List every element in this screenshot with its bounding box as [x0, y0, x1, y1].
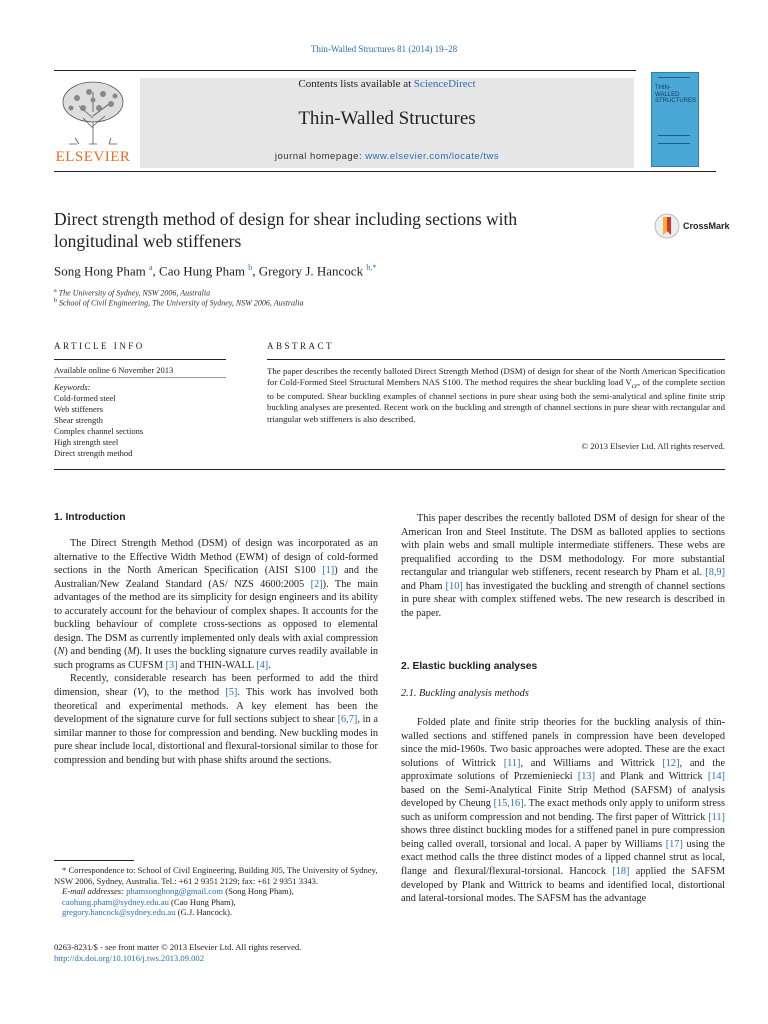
abstract-text-part: The paper describes the recently balloted Direct Strength Method (DSM) of design for shear of the North American Specification for Cold-Formed Steel Structural Members NAS S100. The method requires the shear buckling load V	[267, 366, 725, 388]
cover-title: THIN-WALLED STRUCTURES	[655, 85, 697, 104]
keyword: Cold-formed steel	[54, 393, 116, 403]
issn-block	[54, 942, 301, 964]
affiliation-text: The University of Sydney, NSW 2006, Australia	[58, 288, 211, 298]
sciencedirect-link[interactable]: ScienceDirect	[413, 78, 476, 90]
section-heading: 2. Elastic buckling analyses	[401, 661, 538, 672]
body-column-left	[54, 537, 378, 767]
crossmark-label: CrossMark	[683, 221, 730, 231]
correspondence-text: * Correspondence to: School of Civil Engineering, Building J05, The University of Sydney, NSW 2006, Sydney, Australia. Tel.: +61 2 9351 2129; fax: +61 2 9351 3343.	[54, 865, 378, 886]
cover-bar	[658, 143, 690, 144]
citation-reference-link[interactable]: [4]	[256, 659, 269, 671]
article-info-heading: ARTICLE INFO	[54, 341, 145, 351]
article-info-rule	[54, 359, 226, 360]
citation-reference-link[interactable]: [11]	[503, 757, 521, 769]
contents-line	[140, 78, 634, 90]
journal-title: Thin-Walled Structures	[298, 108, 476, 129]
citation-reference-link[interactable]: [11]	[708, 811, 725, 823]
italic-symbol: V	[136, 687, 144, 699]
citation-reference-link[interactable]: [3]	[165, 659, 178, 671]
correspondence-footnote	[54, 865, 378, 918]
contents-prefix: Contents lists available at	[298, 78, 414, 90]
email-label: E-mail addresses:	[62, 886, 127, 897]
paragraph: Folded plate and finite strip theories for the buckling analysis of thin-walled sections and stiffened panels in compression have been developed since the mid-1960s. Two basic approaches were adopted. These are the exact solutions of Wittrick [11], and Williams and Wittrick [12], and the approximate solutions of Przemieniecki [13] and Plank and Wittrick [14] based on the Semi-Analytical Finite Strip Method (SAFSM) of analysis developed by Cheung [15,16]. The exact methods only apply to uniform stress such as uniform compression and not bending. The first paper of Wittrick [11] shows three distinct buckling modes for a stiffened panel in pure compression being called overall, torsional and local. A paper by Williams [17] using the exact method calls the three distinct modes of a lipped channel strut as local, flange and flexural/flexural-torsional. Hancock [18] applied the SAFSM developed by Plank and Wittrick to beams and identified local, distortional and lateral-torsional modes. The SAFSM has the advantage	[401, 717, 726, 905]
footnote-rule	[54, 860, 134, 861]
citation-reference-link[interactable]: [15,16]	[493, 798, 524, 810]
author-name: Cao Hung Pham	[159, 263, 245, 279]
italic-symbol: M	[127, 646, 137, 658]
citation-reference-link[interactable]: [10]	[445, 580, 463, 592]
homepage-prefix: journal homepage:	[274, 151, 366, 162]
keywords-block	[54, 382, 143, 459]
citation-reference-link[interactable]: [5]	[225, 687, 238, 699]
header-rule-top	[54, 70, 636, 71]
citation-reference-link[interactable]: [6,7]	[337, 714, 358, 726]
email-owner: (G.J. Hancock).	[175, 907, 233, 918]
affiliation	[54, 288, 210, 298]
body-column-right-top	[401, 512, 725, 620]
email-link[interactable]: gregory.hancock@sydney.edu.au	[62, 907, 176, 918]
header-rule-bottom	[54, 171, 716, 172]
article-title: Direct strength method of design for shear including sections with longitudinal web stiffeners	[54, 209, 518, 251]
abstract-text-part: , of the complete section to be computed. Shear buckling examples of channel sections in pure shear using both the semi-analytical and spline finite strip buckling analyses are presented. Recent work on the buckling and strength of channel sections in pure shear with rectangular and triangular web stiffeners is also described.	[267, 377, 725, 424]
abstract-text	[267, 366, 725, 425]
citation-reference-link[interactable]: [17]	[665, 838, 683, 850]
cover-bar	[658, 77, 690, 78]
homepage-link[interactable]: www.elsevier.com/locate/tws	[365, 151, 500, 162]
citation-reference-link[interactable]: [12]	[662, 757, 680, 769]
author-affiliation-link[interactable]: b,*	[366, 263, 377, 272]
citation-reference-link[interactable]: [2]	[310, 578, 323, 590]
affiliation-marker: a	[54, 288, 57, 294]
citation-reference-link[interactable]: [1]	[322, 565, 335, 577]
citation-reference-link[interactable]: [14]	[707, 771, 725, 783]
crossmark-icon	[654, 212, 680, 240]
italic-symbol: N	[57, 646, 65, 658]
affiliation-text: School of Civil Engineering, The University of Sydney, NSW 2006, Australia	[59, 298, 304, 308]
journal-citation[interactable]: Thin-Walled Structures 81 (2014) 19–28	[310, 44, 458, 54]
author-affiliation-link[interactable]: b	[248, 263, 253, 272]
paragraph: The Direct Strength Method (DSM) of design was incorporated as an alternative to the Effective Width Method (EWM) of design of cold-formed sections in the North American Specification (AISI S100 [1]) and the Australian/New Zealand Standard (AS/ NZS 4600:2005 [2]). The main advantages of the method are its simplicity for design engineers and its ability to accurately account for the behaviour of complex shapes. It accounts for the buckling behaviour of complete cross-sections as opposed to elemental design. The DSM as currently implemented only deals with axial compression (N) and bending (M). It uses the buckling signature curves readily available in such programs as CUFSM [3] and THIN-WALL [4].	[54, 538, 378, 671]
email-owner: (Cao Hung Pham),	[168, 896, 236, 907]
author-name: Song Hong Pham	[54, 263, 146, 279]
abstract-heading: ABSTRACT	[267, 341, 335, 351]
email-link[interactable]: caohung.pham@sydney.edu.au	[62, 896, 169, 907]
keyword: Complex channel sections	[54, 426, 144, 436]
paragraph: Recently, considerable research has been performed to add the third dimension, shear (V), to the method [5]. This work has involved both theoretical and experimental methods. A key element has been the development of the signature curve for full sections subject to shear [6,7], in a similar manner to those for compression and bending. New buckling modes in pure shear include local, distortional and flexural-torsional similar to those for compression and bending but with phase shifts around the sections.	[54, 673, 378, 766]
doi-link[interactable]: http://dx.doi.org/10.1016/j.tws.2013.09.002	[54, 953, 205, 963]
keyword: Shear strength	[54, 415, 103, 425]
section-divider	[54, 469, 725, 470]
keyword: Direct strength method	[54, 448, 133, 458]
author-name: Gregory J. Hancock	[258, 263, 364, 279]
elsevier-logo-text: ELSEVIER	[55, 149, 131, 165]
elsevier-tree-icon	[55, 78, 131, 150]
affiliation-marker: b	[54, 298, 57, 304]
journal-cover-thumbnail[interactable]	[651, 72, 699, 167]
keywords-label: Keywords:	[54, 382, 91, 392]
author-list	[54, 263, 376, 279]
crossmark-badge[interactable]	[654, 212, 729, 240]
issn-line: 0263-8231/$ - see front matter © 2013 Elsevier Ltd. All rights reserved.	[54, 942, 302, 952]
email-link[interactable]: phamsonghong@gmail.com	[126, 886, 224, 897]
author-affiliation-link[interactable]: a	[148, 263, 153, 272]
abstract-subscript: cr	[631, 380, 638, 390]
affiliation	[54, 298, 304, 308]
journal-homepage	[140, 151, 634, 162]
keyword: Web stiffeners	[54, 404, 103, 414]
email-owner: (Song Hong Pham),	[223, 886, 294, 897]
citation-reference-link[interactable]: [8,9]	[705, 567, 725, 579]
citation-reference-link[interactable]: [18]	[612, 866, 630, 878]
author-separator: ,	[152, 263, 160, 279]
cover-bar	[658, 135, 690, 136]
citation-reference-link[interactable]: [13]	[577, 771, 596, 783]
article-history: Available online 6 November 2013	[54, 365, 174, 375]
subsection-heading: 2.1. Buckling analysis methods	[401, 688, 529, 699]
abstract-copyright: © 2013 Elsevier Ltd. All rights reserved.	[581, 441, 725, 451]
paragraph: This paper describes the recently balloted DSM of design for shear of the American Iron and Steel Institute. The DSM as balloted applies to sections with plain webs and small multiple intermediate stiffeners. These webs are prequalified according to the DSM methodology. For more substantial rectangular and triangular web stiffeners, recent research by Pham et al. [8,9] and Pham [10] has investigated the buckling and strength of channel sections in pure shear with complex stiffened webs. The new research is described in the paper.	[401, 513, 725, 619]
keyword: High strength steel	[54, 437, 119, 447]
abstract-rule	[267, 359, 725, 360]
body-column-right-bottom	[401, 716, 725, 906]
section-heading: 1. Introduction	[54, 512, 126, 523]
article-history-rule	[54, 377, 226, 378]
author-separator: ,	[252, 263, 259, 279]
